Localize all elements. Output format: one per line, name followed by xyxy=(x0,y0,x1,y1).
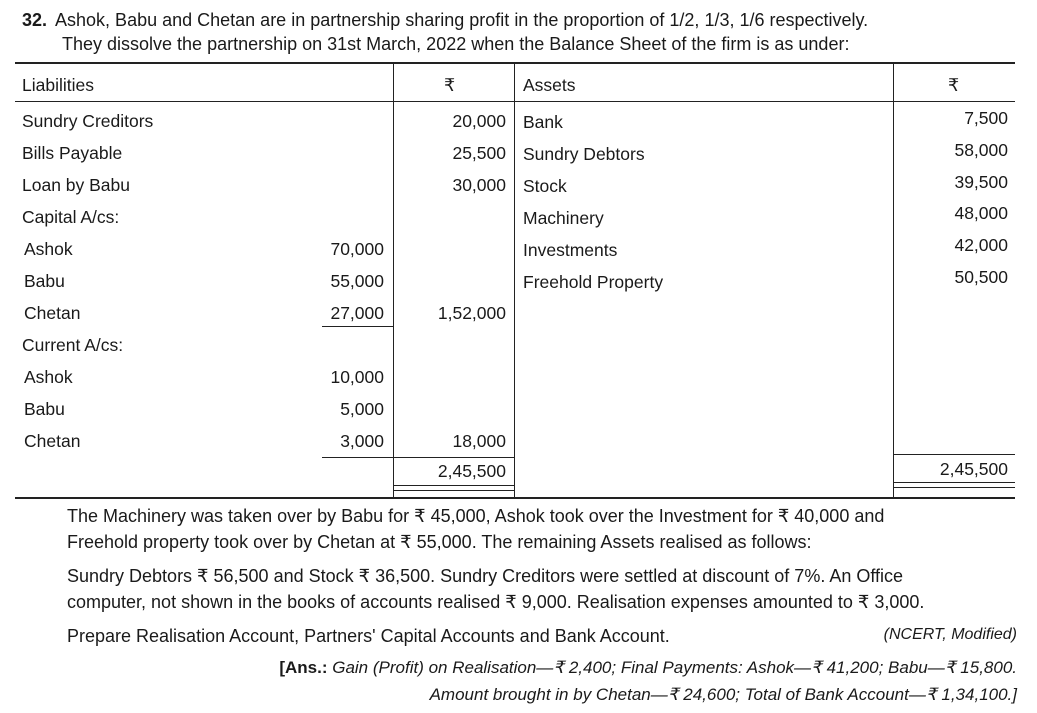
current-partner-label: Chetan xyxy=(24,431,81,451)
current-total: 18,000 xyxy=(452,431,506,451)
capital-partner-label: Chetan xyxy=(24,303,81,323)
capital-partner-amount: 70,000 xyxy=(330,239,384,259)
current-partner-amount: 10,000 xyxy=(330,367,384,387)
assets-total-rule xyxy=(894,454,1015,455)
liability-label: Loan by Babu xyxy=(22,175,131,195)
liabilities-total-rule xyxy=(394,457,514,458)
column-divider-3 xyxy=(893,63,894,497)
current-subtotal-rule xyxy=(322,457,393,458)
source-note: (NCERT, Modified) xyxy=(883,626,1017,643)
table-bottom-border xyxy=(15,497,1015,499)
assets-double-rule xyxy=(894,482,1015,488)
question-text-line1: Ashok, Babu and Chetan are in partnership sharing profit in the proportion of 1/2, 1/3, 1/6 respectively. xyxy=(55,10,869,30)
capital-total: 1,52,000 xyxy=(437,303,506,323)
capital-heading: Capital A/cs: xyxy=(22,207,120,227)
asset-label: Bank xyxy=(523,112,563,132)
paragraph-2-line-1: Sundry Debtors ₹ 56,500 and Stock ₹ 36,500. Sundry Creditors were settled at discount of 7%. An Office xyxy=(67,566,904,586)
capital-partner-amount: 55,000 xyxy=(330,271,384,291)
liabilities-grand-total: 2,45,500 xyxy=(437,461,506,481)
asset-label: Machinery xyxy=(523,208,604,228)
current-partner-label: Ashok xyxy=(24,367,73,387)
asset-amount: 48,000 xyxy=(954,203,1008,223)
asset-amount: 58,000 xyxy=(954,140,1008,160)
capital-subtotal-rule xyxy=(322,326,393,327)
header-assets: Assets xyxy=(523,75,576,95)
header-rule xyxy=(15,101,1015,102)
paragraph-3: Prepare Realisation Account, Partners' Capital Accounts and Bank Account. xyxy=(67,626,670,646)
header-rupee-assets: ₹ xyxy=(948,75,960,95)
header-rupee-liabilities: ₹ xyxy=(444,75,456,95)
paragraph-1-line-2: Freehold property took over by Chetan at ₹ 55,000. The remaining Assets realised as follows: xyxy=(67,532,812,552)
asset-amount: 50,500 xyxy=(954,267,1008,287)
capital-partner-label: Ashok xyxy=(24,239,73,259)
question-heading xyxy=(22,8,868,56)
paragraph-2-line-2: computer, not shown in the books of accounts realised ₹ 9,000. Realisation expenses amounted to ₹ 3,000. xyxy=(67,592,925,612)
column-divider-2 xyxy=(514,63,515,497)
asset-amount: 42,000 xyxy=(954,235,1008,255)
liabilities-double-rule xyxy=(394,485,514,491)
asset-label: Investments xyxy=(523,240,618,260)
question-number: 32. xyxy=(22,10,48,30)
asset-amount: 39,500 xyxy=(954,172,1008,192)
asset-label: Stock xyxy=(523,176,567,196)
column-divider-1 xyxy=(393,63,394,497)
capital-partner-label: Babu xyxy=(24,271,65,291)
asset-label: Sundry Debtors xyxy=(523,144,645,164)
table-top-border xyxy=(15,62,1015,64)
paragraph-1-line-1: The Machinery was taken over by Babu for ₹ 45,000, Ashok took over the Investment for ₹ 40,000 and xyxy=(67,506,885,526)
assets-grand-total: 2,45,500 xyxy=(939,459,1008,479)
question-text-line2: They dissolve the partnership on 31st March, 2022 when the Balance Sheet of the firm is as under: xyxy=(62,34,850,54)
liability-label: Sundry Creditors xyxy=(22,111,154,131)
liability-amount: 30,000 xyxy=(452,175,506,195)
current-partner-amount: 3,000 xyxy=(340,431,384,451)
current-partner-label: Babu xyxy=(24,399,65,419)
current-partner-amount: 5,000 xyxy=(340,399,384,419)
asset-amount: 7,500 xyxy=(964,108,1008,128)
header-liabilities: Liabilities xyxy=(22,75,94,95)
answer-label: [Ans.: xyxy=(279,658,328,677)
current-heading: Current A/cs: xyxy=(22,335,124,355)
answer-line-2: Amount brought in by Chetan—₹ 24,600; Total of Bank Account—₹ 1,34,100.] xyxy=(429,685,1017,704)
capital-partner-amount: 27,000 xyxy=(330,303,384,323)
liability-amount: 20,000 xyxy=(452,111,506,131)
answer-line-1 xyxy=(279,655,1017,681)
answer-text-1: Gain (Profit) on Realisation—₹ 2,400; Final Payments: Ashok—₹ 41,200; Babu—₹ 15,800. xyxy=(332,658,1017,677)
asset-label: Freehold Property xyxy=(523,272,664,292)
liability-amount: 25,500 xyxy=(452,143,506,163)
liability-label: Bills Payable xyxy=(22,143,123,163)
